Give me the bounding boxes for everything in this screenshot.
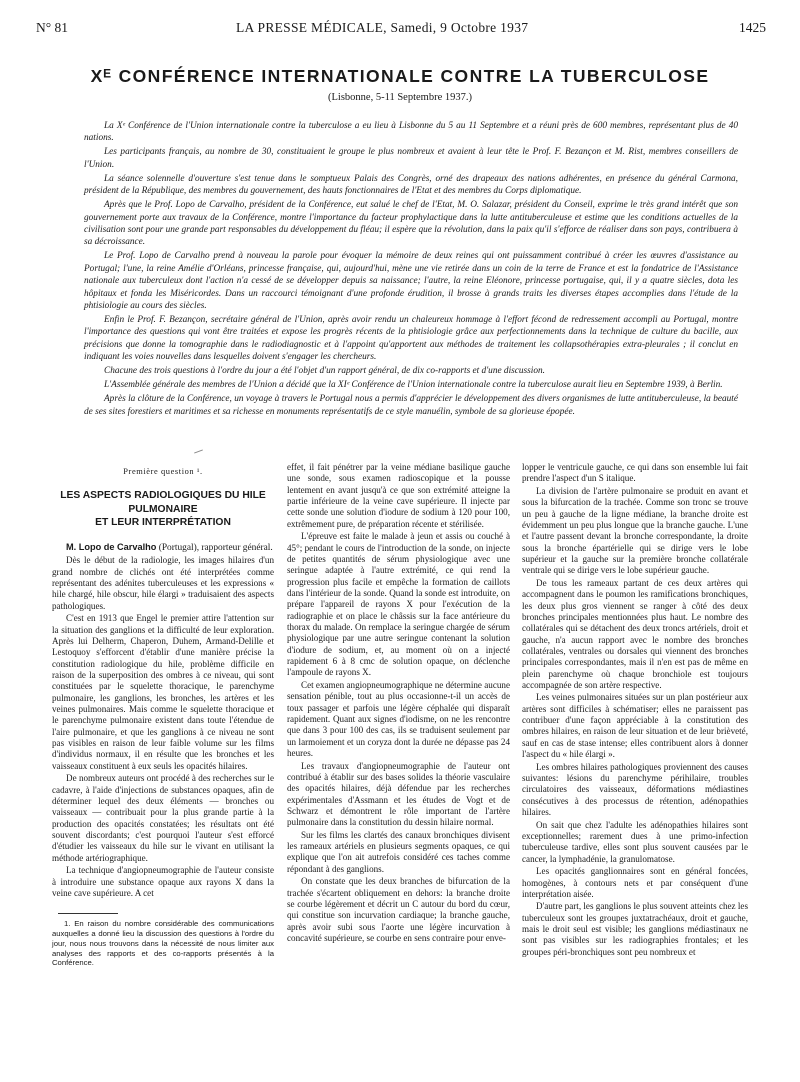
conference-title: Xᴱ CONFÉRENCE INTERNATIONALE CONTRE LA TUBERCULOSE — [90, 66, 710, 86]
body-paragraph: Les opacités ganglionnaires sont en général foncées, homogènes, à contours nets et par conséquent d'une interprétation aisée. — [522, 866, 748, 899]
body-paragraph: Les veines pulmonaires situées sur un plan postérieur aux artères sont difficiles à schématiser; elles ne paraissent pas contribuer d'une façon appréciable à la constitution des ombres hilaires, en raison de leur situation et de leur brièveté, sauf en cas de stase intense; elles contribuent alors à donner l'aspect du « hile élargi ». — [522, 692, 748, 760]
column-left — [52, 462, 274, 968]
footnote-text: 1. En raison du nombre considérable des communications auxquelles a donné lieu la discussion des questions à l'ordre du jour, nous nous trouvons dans la nécessité de nous limiter aux analyses des rapports et des co-rapports présentés à la Conférence. — [52, 919, 274, 968]
body-paragraph: effet, il fait pénétrer par la veine médiane basilique gauche une sonde, sous examen radioscopique et la pousse lentement en avant jusqu'à ce que son extrémité atteigne la partie inférieure de la veine cave supérieure. Il injecte par cette sonde une solution d'iodure de sodium à 120 pour 100, extrêmement pure, de préparation récente et stérilisée. — [287, 462, 510, 529]
author-role: (Portugal), rapporteur général. — [156, 542, 273, 553]
body-paragraph: Dès le début de la radiologie, les images hilaires d'un grand nombre de clichés ont été interprétées comme représentant des adénites tuberculeuses et les expressions « hile chargé, hile obscur, hile élargi » traduisaient des aspects pathologiques. — [52, 555, 274, 611]
footnote-rule — [58, 913, 118, 914]
body-paragraph: On constate que les deux branches de bifurcation de la trachée s'écartent obliquement en dehors: la branche droite se courbe légèrement et décrit un C autour du bord du cœur, qui constitue son incurvation cardiaque; la branche gauche, après avoir subi sous l'aorte une légère incurvation à concavité supérieure, se courbe en sens contraire pour enve- — [287, 876, 510, 944]
intro-paragraph: Le Prof. Lopo de Carvalho prend à nouveau la parole pour évoquer la mémoire de deux reines qui ont puissamment contribué à créer les œuvres d'assistance au Portugal; l'une, la reine Amélie d'Orléans, princesse française, qui, aujourd'hui, mène une vie retirée dans un coin de la terre de France et est la fondatrice de l'Assistance nationale aux tuberculeux dont l'action n'a cessé de se développer depuis sa naissance; l'autre, la reine Eléonore, princesse portugaise, qui, il y a quatre siècles, dota les hôpitaux et fonda les Miséricordes. Dans un raccourci témoignant d'une profonde érudition, il brosse à grands traits les diverses étapes accomplies dans l'étude de la phtisiologie au cours des siècles. — [84, 251, 738, 312]
body-paragraph: C'est en 1913 que Engel le premier attire l'attention sur la situation des ganglions et la difficulté de leur exploration. Après lui Delherm, Chaperon, Duhem, Armand-Delille et Lestoquoy s'efforcent d'établir d'une manière précise la constitution radiologique du hile, problème difficile en raison de la superposition des ombres à ce niveau, qui sont constituées par le squelette thoracique, le parenchyme pulmonaire, les ganglions, les bronches, les artères et les veines pulmonaires. Mais comme le squelette thoracique et le parenchyme pulmonaire existent dans toute l'étendue de l'aire pulmonaire, et que les ganglions à ce niveau ne sont pas visibles en raison de leur faible volume sur les films d'individus normaux, il en résulte que les bronches et les vaisseaux constituent à eux seuls les opacités hilaires. — [52, 613, 274, 771]
author-name: M. Lopo de Carvalho — [66, 541, 157, 552]
intro-paragraph: L'Assemblée générale des membres de l'Union a décidé que la XIᵉ Conférence de l'Union internationale contre la tuberculose aurait lieu en Septembre 1939, à Berlin. — [104, 380, 723, 391]
conference-subtitle: (Lisbonne, 5-11 Septembre 1937.) — [328, 92, 472, 103]
intro-paragraph: Chacune des trois questions à l'ordre du jour a été l'objet d'un rapport général, de dix co-rapports et d'une discussion. — [104, 366, 545, 377]
section-title-line: ET LEUR INTERPRÉTATION — [95, 517, 231, 529]
intro-paragraph: Les participants français, au nombre de 30, constituaient le groupe le plus nombreux et avaient à leur tête le Prof. F. Bezançon et M. Rist, membres conseillers de l'Union. — [84, 147, 738, 170]
section-separator — [194, 449, 203, 453]
intro-paragraph: La Xᵉ Conférence de l'Union internationale contre la tuberculose a eu lieu à Lisbonne du 5 au 11 Septembre et a réuni près de 600 membres, représentant plus de 40 nations. — [84, 121, 738, 144]
footnote — [52, 919, 274, 968]
body-paragraph: L'épreuve est faite le malade à jeun et assis ou couché à 45°; pendant le cours de l'introduction de la sonde, on injecte de petites quantités de sérum physiologique avec une seringue adaptée à l'autre extrémité, ce qui rend la progression plus facile et empêche la formation de caillots dans l'intérieur de la sonde. Quand la sonde est introduite, on prépare l'appareil de rayons X pour l'exécution de la radiographie et on place le châssis sur la face antérieure du thorax du malade. On remplace la seringue chargée de sérum physiologique par une autre seringue contenant la solution d'iodure de sodium, et, au moment où on a injecté rapidement 6 à 8 cmc de solution opaque, on déclenche l'ampoule de rayons X. — [287, 531, 510, 678]
intro-paragraph: La séance solennelle d'ouverture s'est tenue dans le somptueux Palais des Congrès, orné des drapeaux des nations adhérentes, en présence du général Carmona, président de la République, des membres du gouvernement, des hauts fonctionnaires de l'Etat et des membres du Corps diplomatique. — [84, 173, 738, 197]
column-middle — [287, 462, 510, 946]
body-paragraph: lopper le ventricule gauche, ce qui dans son ensemble lui fait prendre l'aspect d'un S italique. — [522, 462, 748, 484]
body-paragraph: Les ombres hilaires pathologiques proviennent des causes suivantes: lésions du parenchyme périhilaire, troubles circulatoires des vaisseaux, déformations médiastines consécutives à des processus de rétention, adénopathies hilaires. — [522, 761, 748, 818]
body-paragraph: La division de l'artère pulmonaire se produit en avant et sous la bifurcation de la trachée. Comme son tronc se trouve un peu à gauche de la ligne médiane, la branche droite est évidemment un peu plus longue que la branche gauche. L'une et l'autre passent devant la bronche correspondante, la droite sous la bronche épartérielle qui se dirige vers le lobe supérieur et la gauche sur la première bronche collatérale ventrale qui se dirige vers le lobe supérieur gauche. — [522, 485, 748, 576]
section-title-line: PULMONAIRE — [128, 503, 198, 515]
page-number: 1425 — [739, 20, 766, 35]
section-title-line: LES ASPECTS RADIOLOGIQUES DU HILE — [60, 490, 266, 502]
column-right — [522, 462, 748, 959]
body-paragraph: On sait que chez l'adulte les adénopathies hilaires sont exceptionnelles; rarement dues à une primo-infection tuberculeuse tardive, elles sont plus souvent causées par le cancer, la lymphadénie, la granulomatose. — [522, 819, 748, 864]
body-paragraph: De tous les rameaux partant de ces deux artères qui accompagnent dans le poumon les ramifications bronchiques, les deux plus gros viennent se ranger à côté des deux bronches principales mentionnées plus haut. Le nombre des collatérales qui se détachent des deux troncs artériels, droit et gauche, n'a aucun rapport avec le nombre des bronches collatérales, ventrales ou dorsales qui viennent des bronches principales correspondantes, mais il n'en est pas de même en plein parenchyme où chaque bronchiole est toujours accompagnée de son artère respective. — [522, 577, 748, 690]
journal-header: LA PRESSE MÉDICALE, Samedi, 9 Octobre 1937 — [236, 20, 529, 35]
intro-paragraph: Enfin le Prof. F. Bezançon, secrétaire général de l'Union, après avoir rendu un chaleureux hommage à l'effort fécond de redressement accompli au Portugal, montre l'importance des questions qui vont être traitées et expose les progrès récents de la phtisiologie grâce aux perfectionnements dans la technique de culture du bacille, aux précisions que donne la tomographie dans le radiodiagnostic et à l'appoint qu'apportent aux méthodes de traitement les collapsothérapies extra-pleurales ; il conclut en indiquant les voies nouvelles dans lesquelles doivent s'engager les chercheurs. — [84, 315, 738, 363]
intro-paragraph: Après la clôture de la Conférence, un voyage à travers le Portugal nous a permis d'apprécier le développement des divers organismes de lutte antituberculeuse, la beauté de ses sites forestiers et maritimes et sa richesse en monuments représentatifs de ce style manuélin, symbole de sa glorieuse épopée. — [84, 394, 738, 417]
page-number-label: N° 81 — [36, 20, 69, 35]
author-line — [52, 542, 274, 554]
intro-paragraph: Après que le Prof. Lopo de Carvalho, président de la Conférence, eut salué le chef de l'Etat, M. O. Salazar, président du Conseil, exprime le très grand intérêt que son gouvernement porte aux travaux de la Conférence, montre l'importance du facteur prophylactique dans la lutte antituberculeuse et estime que les conditions actuelles de la civilisation sont pour une grande part responsables du développement du fléau; il espère que la révolution, dans la paix qu'il s'efforce de réaliser dans son pays, contribuera à sa décroissance. — [84, 200, 738, 248]
body-paragraph: La technique d'angiopneumographie de l'auteur consiste à introduire une substance opaque aux rayons X dans la veine cave supérieure. A cet — [52, 865, 274, 898]
intro-block — [84, 120, 738, 420]
question-label: Première question ¹. — [123, 467, 203, 476]
section-title — [52, 489, 274, 530]
body-paragraph: Les travaux d'angiopneumographie de l'auteur ont contribué à établir sur des bases solides la théorie vasculaire des opacités hilaires, déjà défendue par les recherches expérimentales d'Assmann et les études de Vogt et de Schwarz et démontrent le rôle important de l'artère pulmonaire dans la constitution du dessin hilaire normal. — [287, 760, 510, 828]
body-paragraph: Sur les films les clartés des canaux bronchiques divisent les rameaux artériels en plusieurs segments opaques, ce qui explique que l'on ait autrefois considéré ces taches comme répondant à des ganglions. — [287, 829, 510, 874]
body-paragraph: Cet examen angiopneumographique ne détermine aucune sensation pénible, tout au plus occasionne-t-il un accès de toux passager et parfois une légère céphalée qui disparaît rapidement. Quant aux signes d'iodisme, on ne les rencontre que dans 3 pour 100 des cas, ils se traduisent seulement par un larmoiement et un coryza dont la durée ne dépasse pas 24 heures. — [287, 679, 510, 758]
body-paragraph: De nombreux auteurs ont procédé à des recherches sur le cadavre, à l'aide d'injections de substances opaques, afin de déterminer lequel des deux éléments — bronches ou vaisseaux — contribuait pour la plus grande partie à la production des opacités constatées; les résultats ont été souvent discordants; c'est pourquoi l'auteur s'est efforcé d'étudier les vaisseaux du hile sur le vivant en utilisant la méthode artériographique. — [52, 773, 274, 863]
body-paragraph: D'autre part, les ganglions le plus souvent atteints chez les tuberculeux sont les groupes juxtatrachéaux, droit et gauche, mais le droit seul est visible; les ganglions médiastinaux ne sont pas visibles sur les radiographies frontales; et les groupes péri-bronchiques sont peu nombreux et — [522, 901, 748, 957]
